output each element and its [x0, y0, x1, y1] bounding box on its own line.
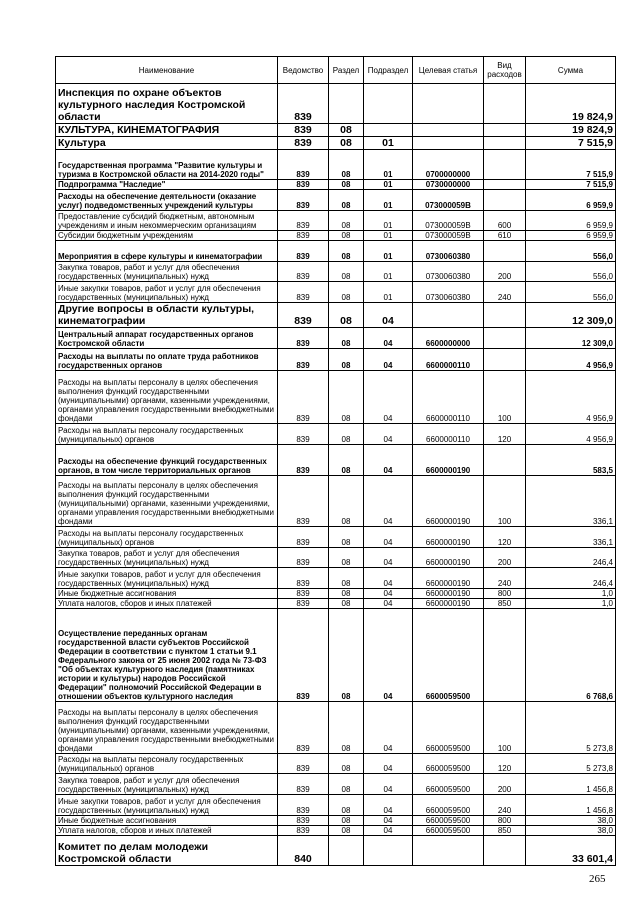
cell-celevaya-statya: 6600059500 — [413, 609, 484, 702]
cell-vid-rashodov: 100 — [484, 702, 526, 754]
cell-podrazdel: 01 — [364, 150, 413, 180]
cell-razdel: 08 — [329, 303, 364, 328]
cell-summa: 336,1 — [526, 476, 616, 527]
cell-podrazdel: 04 — [364, 609, 413, 702]
cell-summa: 38,0 — [526, 826, 616, 836]
table-row — [56, 445, 616, 476]
cell-vedomstvo: 839 — [278, 702, 329, 754]
cell-podrazdel: 01 — [364, 190, 413, 211]
cell-name: Расходы на выплаты персоналу государственных (муниципальных) органов — [56, 424, 278, 445]
cell-razdel: 08 — [329, 231, 364, 241]
cell-celevaya-statya: 6600059500 — [413, 826, 484, 836]
cell-summa: 6 959,9 — [526, 190, 616, 211]
cell-name: Предоставление субсидий бюджетным, автономным учреждениям и иным некоммерческим организациям — [56, 211, 278, 231]
cell-razdel: 08 — [329, 816, 364, 826]
cell-name: Расходы на выплаты персоналу в целях обеспечения выполнения функций государственными (муниципальными) органами, казенными учреждениями, органами управления государственными внебюджетными фондами — [56, 702, 278, 754]
cell-razdel: 08 — [329, 211, 364, 231]
cell-razdel: 08 — [329, 527, 364, 548]
budget-table-container — [55, 56, 616, 866]
table-row — [56, 599, 616, 609]
table-row — [56, 476, 616, 527]
cell-celevaya-statya: 6600000110 — [413, 349, 484, 371]
cell-summa: 1 456,8 — [526, 795, 616, 816]
table-row — [56, 241, 616, 262]
cell-podrazdel — [364, 124, 413, 137]
cell-razdel: 08 — [329, 180, 364, 190]
table-row — [56, 328, 616, 349]
cell-name: Осуществление переданных органам государственной власти субъектов Российской Федерации в соответствии с пунктом 1 статьи 9.1 Федерального закона от 25 июня 2002 года № 73-ФЗ "Об объектах культурного наследия (памятниках истории и культуры) народов Российской Федерации" полномочий Российской Федерации в отношении объектов культурного наследия — [56, 609, 278, 702]
cell-celevaya-statya: 073000059В — [413, 190, 484, 211]
cell-name: Расходы на выплаты персоналу государственных (муниципальных) органов — [56, 527, 278, 548]
cell-vid-rashodov — [484, 190, 526, 211]
cell-vid-rashodov: 600 — [484, 211, 526, 231]
cell-name: Расходы на выплаты по оплате труда работников государственных органов — [56, 349, 278, 371]
cell-podrazdel: 04 — [364, 371, 413, 424]
cell-vid-rashodov — [484, 445, 526, 476]
table-row — [56, 589, 616, 599]
table-row — [56, 303, 616, 328]
cell-vedomstvo: 839 — [278, 599, 329, 609]
cell-celevaya-statya — [413, 137, 484, 150]
cell-summa: 7 515,9 — [526, 150, 616, 180]
header-vedomstvo: Ведомство — [278, 57, 329, 84]
cell-podrazdel: 01 — [364, 241, 413, 262]
cell-razdel: 08 — [329, 124, 364, 137]
cell-podrazdel: 04 — [364, 328, 413, 349]
cell-summa: 1,0 — [526, 589, 616, 599]
cell-podrazdel: 04 — [364, 424, 413, 445]
cell-celevaya-statya: 6600000110 — [413, 371, 484, 424]
cell-podrazdel: 04 — [364, 303, 413, 328]
cell-podrazdel: 04 — [364, 774, 413, 795]
cell-podrazdel: 04 — [364, 795, 413, 816]
cell-summa: 4 956,9 — [526, 371, 616, 424]
cell-summa: 1,0 — [526, 599, 616, 609]
cell-podrazdel: 04 — [364, 445, 413, 476]
cell-vedomstvo: 839 — [278, 476, 329, 527]
cell-celevaya-statya: 6600000190 — [413, 568, 484, 589]
cell-summa: 19 824,9 — [526, 124, 616, 137]
cell-vedomstvo: 839 — [278, 371, 329, 424]
cell-podrazdel: 01 — [364, 282, 413, 303]
cell-vid-rashodov — [484, 328, 526, 349]
cell-celevaya-statya: 6600059500 — [413, 816, 484, 826]
table-row — [56, 609, 616, 702]
table-body — [56, 84, 616, 866]
cell-name: Иные бюджетные ассигнования — [56, 589, 278, 599]
cell-vedomstvo: 839 — [278, 180, 329, 190]
table-row — [56, 84, 616, 124]
cell-summa: 4 956,9 — [526, 424, 616, 445]
cell-celevaya-statya: 0700000000 — [413, 150, 484, 180]
cell-podrazdel: 04 — [364, 599, 413, 609]
table-row — [56, 836, 616, 866]
cell-name: Расходы на выплаты персоналу государственных (муниципальных) органов — [56, 754, 278, 774]
cell-vid-rashodov: 610 — [484, 231, 526, 241]
cell-vedomstvo: 839 — [278, 754, 329, 774]
cell-razdel: 08 — [329, 262, 364, 282]
table-row — [56, 371, 616, 424]
cell-vedomstvo: 839 — [278, 241, 329, 262]
cell-summa: 33 601,4 — [526, 836, 616, 866]
cell-vid-rashodov — [484, 150, 526, 180]
cell-podrazdel — [364, 836, 413, 866]
cell-celevaya-statya: 6600059500 — [413, 774, 484, 795]
cell-name: Расходы на обеспечение функций государственных органов, в том числе территориальных органов — [56, 445, 278, 476]
cell-name: Комитет по делам молодежи Костромской области — [56, 836, 278, 866]
table-row — [56, 774, 616, 795]
cell-razdel — [329, 84, 364, 124]
table-row — [56, 231, 616, 241]
table-row — [56, 137, 616, 150]
cell-vedomstvo: 839 — [278, 795, 329, 816]
cell-summa: 1 456,8 — [526, 774, 616, 795]
cell-summa: 38,0 — [526, 816, 616, 826]
cell-summa: 19 824,9 — [526, 84, 616, 124]
cell-podrazdel: 04 — [364, 527, 413, 548]
cell-name: Иные закупки товаров, работ и услуг для обеспечения государственных (муниципальных) нужд — [56, 568, 278, 589]
cell-name: Подпрограмма "Наследие" — [56, 180, 278, 190]
cell-celevaya-statya — [413, 124, 484, 137]
cell-name: Расходы на выплаты персоналу в целях обеспечения выполнения функций государственными (муниципальными) органами, казенными учреждениями, органами управления государственными внебюджетными фондами — [56, 371, 278, 424]
cell-name: Центральный аппарат государственных органов Костромской области — [56, 328, 278, 349]
cell-podrazdel — [364, 84, 413, 124]
cell-vedomstvo: 839 — [278, 349, 329, 371]
table-row — [56, 349, 616, 371]
table-row — [56, 211, 616, 231]
cell-name: Иные закупки товаров, работ и услуг для обеспечения государственных (муниципальных) нужд — [56, 795, 278, 816]
cell-podrazdel: 01 — [364, 231, 413, 241]
cell-vid-rashodov: 100 — [484, 476, 526, 527]
cell-vedomstvo: 839 — [278, 826, 329, 836]
cell-podrazdel: 04 — [364, 589, 413, 599]
cell-vid-rashodov — [484, 609, 526, 702]
cell-vedomstvo: 839 — [278, 124, 329, 137]
cell-vid-rashodov: 120 — [484, 424, 526, 445]
cell-razdel: 08 — [329, 241, 364, 262]
cell-vedomstvo: 839 — [278, 84, 329, 124]
cell-podrazdel: 04 — [364, 816, 413, 826]
cell-celevaya-statya: 6600000190 — [413, 599, 484, 609]
cell-vedomstvo: 839 — [278, 137, 329, 150]
cell-razdel: 08 — [329, 282, 364, 303]
cell-vid-rashodov — [484, 836, 526, 866]
cell-summa: 6 959,9 — [526, 211, 616, 231]
cell-vedomstvo: 839 — [278, 527, 329, 548]
cell-celevaya-statya: 6600000190 — [413, 548, 484, 568]
cell-celevaya-statya — [413, 303, 484, 328]
header-vid-rashodov: Вид расходов — [484, 57, 526, 84]
cell-summa: 12 309,0 — [526, 328, 616, 349]
cell-razdel: 08 — [329, 774, 364, 795]
cell-vedomstvo: 839 — [278, 424, 329, 445]
table-row — [56, 180, 616, 190]
cell-vid-rashodov: 200 — [484, 262, 526, 282]
cell-vedomstvo: 839 — [278, 816, 329, 826]
cell-summa: 7 515,9 — [526, 137, 616, 150]
cell-podrazdel: 01 — [364, 180, 413, 190]
cell-vedomstvo: 839 — [278, 262, 329, 282]
cell-razdel: 08 — [329, 568, 364, 589]
cell-name: Уплата налогов, сборов и иных платежей — [56, 826, 278, 836]
cell-vedomstvo: 839 — [278, 548, 329, 568]
table-row — [56, 190, 616, 211]
cell-summa: 5 273,8 — [526, 754, 616, 774]
header-summa: Сумма — [526, 57, 616, 84]
cell-name: Расходы на обеспечение деятельности (оказание услуг) подведомственных учреждений культуры — [56, 190, 278, 211]
table-row — [56, 124, 616, 137]
cell-razdel: 08 — [329, 371, 364, 424]
cell-summa: 556,0 — [526, 241, 616, 262]
cell-summa: 336,1 — [526, 527, 616, 548]
cell-vid-rashodov — [484, 241, 526, 262]
cell-razdel: 08 — [329, 609, 364, 702]
cell-vid-rashodov — [484, 180, 526, 190]
cell-vid-rashodov — [484, 303, 526, 328]
table-row — [56, 527, 616, 548]
cell-name: Инспекция по охране объектов культурного наследия Костромской области — [56, 84, 278, 124]
table-row — [56, 262, 616, 282]
cell-vedomstvo: 840 — [278, 836, 329, 866]
cell-summa: 583,5 — [526, 445, 616, 476]
cell-celevaya-statya: 6600000190 — [413, 527, 484, 548]
cell-celevaya-statya: 073000059В — [413, 211, 484, 231]
cell-podrazdel: 04 — [364, 826, 413, 836]
cell-name: КУЛЬТУРА, КИНЕМАТОГРАФИЯ — [56, 124, 278, 137]
cell-razdel: 08 — [329, 349, 364, 371]
cell-summa: 4 956,9 — [526, 349, 616, 371]
cell-vid-rashodov — [484, 137, 526, 150]
cell-razdel: 08 — [329, 599, 364, 609]
cell-vid-rashodov: 240 — [484, 795, 526, 816]
cell-celevaya-statya — [413, 836, 484, 866]
cell-podrazdel: 04 — [364, 476, 413, 527]
table-row — [56, 548, 616, 568]
cell-summa: 246,4 — [526, 548, 616, 568]
cell-summa: 556,0 — [526, 262, 616, 282]
cell-name: Субсидии бюджетным учреждениям — [56, 231, 278, 241]
cell-razdel: 08 — [329, 754, 364, 774]
cell-vedomstvo: 839 — [278, 568, 329, 589]
cell-razdel: 08 — [329, 795, 364, 816]
cell-summa: 556,0 — [526, 282, 616, 303]
cell-vid-rashodov: 800 — [484, 816, 526, 826]
cell-vid-rashodov: 200 — [484, 548, 526, 568]
cell-podrazdel: 01 — [364, 262, 413, 282]
cell-vedomstvo: 839 — [278, 589, 329, 599]
table-row — [56, 816, 616, 826]
cell-vid-rashodov: 120 — [484, 754, 526, 774]
cell-vid-rashodov — [484, 84, 526, 124]
cell-razdel: 08 — [329, 589, 364, 599]
cell-podrazdel: 04 — [364, 754, 413, 774]
cell-podrazdel: 04 — [364, 349, 413, 371]
cell-razdel: 08 — [329, 328, 364, 349]
table-row — [56, 568, 616, 589]
cell-celevaya-statya: 6600000190 — [413, 476, 484, 527]
cell-celevaya-statya: 0730060380 — [413, 282, 484, 303]
cell-vedomstvo: 839 — [278, 190, 329, 211]
cell-summa: 6 768,6 — [526, 609, 616, 702]
cell-vid-rashodov: 240 — [484, 568, 526, 589]
cell-summa: 5 273,8 — [526, 702, 616, 754]
cell-celevaya-statya: 6600000190 — [413, 589, 484, 599]
cell-vid-rashodov: 850 — [484, 599, 526, 609]
table-header-row — [56, 57, 616, 84]
header-razdel: Раздел — [329, 57, 364, 84]
table-row — [56, 150, 616, 180]
cell-summa: 7 515,9 — [526, 180, 616, 190]
header-podrazdel: Подраздел — [364, 57, 413, 84]
cell-celevaya-statya: 0730000000 — [413, 180, 484, 190]
cell-razdel: 08 — [329, 445, 364, 476]
cell-vedomstvo: 839 — [278, 282, 329, 303]
cell-name: Другие вопросы в области культуры, кинематографии — [56, 303, 278, 328]
page-number: 265 — [589, 873, 606, 885]
cell-celevaya-statya: 6600000110 — [413, 424, 484, 445]
header-celevaya-statya: Целевая статья — [413, 57, 484, 84]
cell-name: Закупка товаров, работ и услуг для обеспечения государственных (муниципальных) нужд — [56, 262, 278, 282]
cell-vid-rashodov: 850 — [484, 826, 526, 836]
cell-name: Расходы на выплаты персоналу в целях обеспечения выполнения функций государственными (муниципальными) органами, казенными учреждениями, органами управления государственными внебюджетными фондами — [56, 476, 278, 527]
cell-razdel — [329, 836, 364, 866]
cell-name: Иные бюджетные ассигнования — [56, 816, 278, 826]
cell-celevaya-statya: 6600000000 — [413, 328, 484, 349]
budget-table — [55, 56, 616, 866]
table-row — [56, 795, 616, 816]
header-name: Наименование — [56, 57, 278, 84]
cell-vid-rashodov: 200 — [484, 774, 526, 795]
cell-podrazdel: 04 — [364, 548, 413, 568]
cell-podrazdel: 04 — [364, 702, 413, 754]
cell-razdel: 08 — [329, 702, 364, 754]
cell-vid-rashodov — [484, 124, 526, 137]
cell-name: Иные закупки товаров, работ и услуг для обеспечения государственных (муниципальных) нужд — [56, 282, 278, 303]
table-row — [56, 424, 616, 445]
cell-podrazdel: 01 — [364, 137, 413, 150]
cell-summa: 246,4 — [526, 568, 616, 589]
cell-podrazdel: 01 — [364, 211, 413, 231]
cell-razdel: 08 — [329, 826, 364, 836]
cell-razdel: 08 — [329, 548, 364, 568]
cell-podrazdel: 04 — [364, 568, 413, 589]
cell-celevaya-statya: 0730060380 — [413, 241, 484, 262]
cell-celevaya-statya: 6600059500 — [413, 754, 484, 774]
cell-vedomstvo: 839 — [278, 303, 329, 328]
table-row — [56, 282, 616, 303]
cell-vid-rashodov — [484, 349, 526, 371]
cell-vedomstvo: 839 — [278, 231, 329, 241]
cell-name: Государственная программа "Развитие культуры и туризма в Костромской области на 2014-2020 годы" — [56, 150, 278, 180]
cell-celevaya-statya: 0730060380 — [413, 262, 484, 282]
cell-name: Уплата налогов, сборов и иных платежей — [56, 599, 278, 609]
cell-celevaya-statya: 6600059500 — [413, 702, 484, 754]
cell-celevaya-statya: 073000059В — [413, 231, 484, 241]
cell-summa: 6 959,9 — [526, 231, 616, 241]
cell-vid-rashodov: 800 — [484, 589, 526, 599]
cell-vid-rashodov: 240 — [484, 282, 526, 303]
cell-vedomstvo: 839 — [278, 150, 329, 180]
cell-vid-rashodov: 100 — [484, 371, 526, 424]
cell-summa: 12 309,0 — [526, 303, 616, 328]
cell-razdel: 08 — [329, 137, 364, 150]
table-row — [56, 702, 616, 754]
cell-celevaya-statya — [413, 84, 484, 124]
cell-razdel: 08 — [329, 476, 364, 527]
cell-vedomstvo: 839 — [278, 328, 329, 349]
cell-vedomstvo: 839 — [278, 774, 329, 795]
cell-celevaya-statya: 6600059500 — [413, 795, 484, 816]
table-row — [56, 826, 616, 836]
cell-razdel: 08 — [329, 424, 364, 445]
cell-name: Культура — [56, 137, 278, 150]
cell-vedomstvo: 839 — [278, 609, 329, 702]
table-row — [56, 754, 616, 774]
cell-vedomstvo: 839 — [278, 445, 329, 476]
cell-celevaya-statya: 6600000190 — [413, 445, 484, 476]
cell-razdel: 08 — [329, 190, 364, 211]
cell-name: Закупка товаров, работ и услуг для обеспечения государственных (муниципальных) нужд — [56, 548, 278, 568]
cell-name: Мероприятия в сфере культуры и кинематографии — [56, 241, 278, 262]
cell-razdel: 08 — [329, 150, 364, 180]
cell-name: Закупка товаров, работ и услуг для обеспечения государственных (муниципальных) нужд — [56, 774, 278, 795]
cell-vedomstvo: 839 — [278, 211, 329, 231]
cell-vid-rashodov: 120 — [484, 527, 526, 548]
